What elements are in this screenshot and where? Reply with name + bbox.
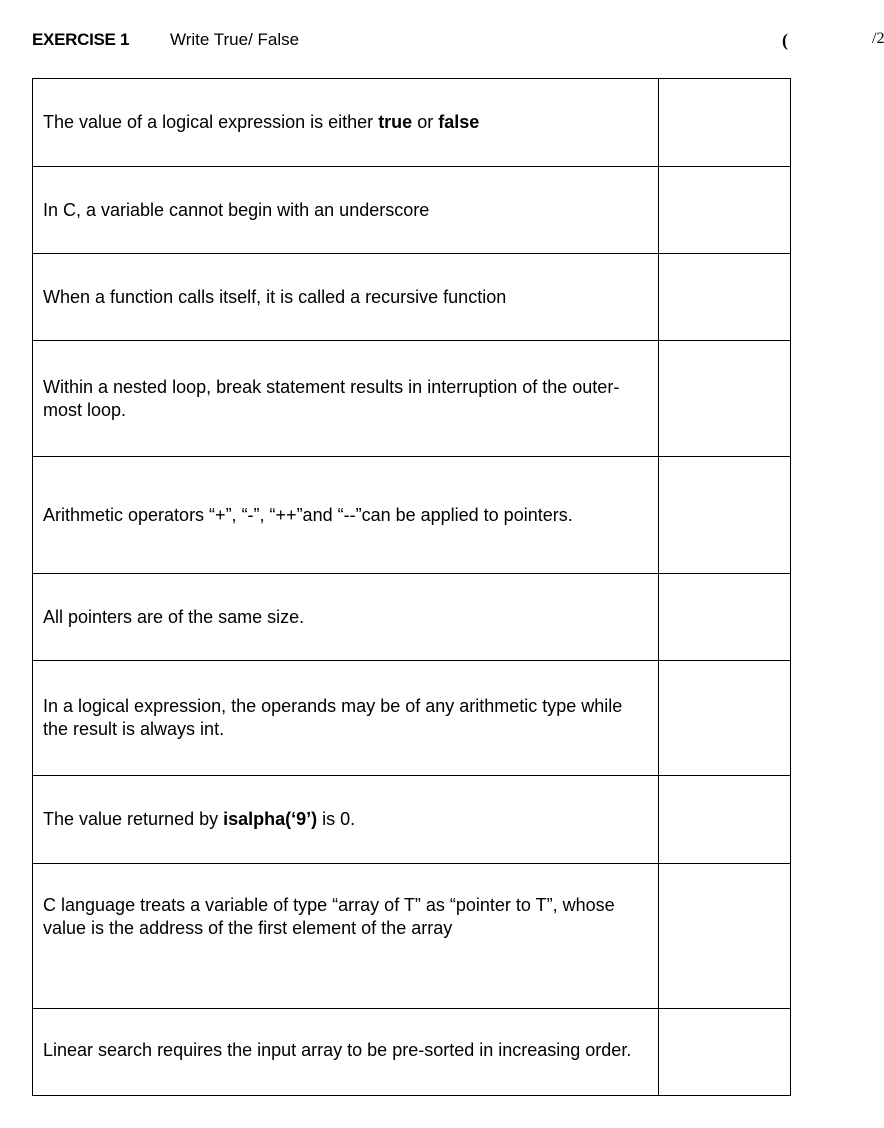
- exercise-label: EXERCISE 1: [32, 30, 130, 49]
- question-1: The value of a logical expression is either true or false: [33, 79, 659, 167]
- table-row: [33, 341, 791, 457]
- answer-cell-6[interactable]: [659, 574, 791, 661]
- answer-cell-10[interactable]: [659, 1009, 791, 1096]
- question-4: Within a nested loop, break statement results in interruption of the outer-most loop.: [33, 341, 659, 457]
- question-5: Arithmetic operators “+”, “-”, “++”and “--”can be applied to pointers.: [33, 457, 659, 574]
- answer-cell-5[interactable]: [659, 457, 791, 574]
- table-row: [33, 457, 791, 574]
- answer-cell-1[interactable]: [659, 79, 791, 167]
- question-8: The value returned by isalpha(‘9’) is 0.: [33, 776, 659, 864]
- answer-cell-8[interactable]: [659, 776, 791, 864]
- table-row: [33, 79, 791, 167]
- score-total: /2: [872, 30, 884, 47]
- question-2: In C, a variable cannot begin with an underscore: [33, 167, 659, 254]
- answer-cell-7[interactable]: [659, 661, 791, 776]
- answer-cell-3[interactable]: [659, 254, 791, 341]
- answer-cell-2[interactable]: [659, 167, 791, 254]
- question-3: When a function calls itself, it is called a recursive function: [33, 254, 659, 341]
- table-row: [33, 864, 791, 1009]
- question-10: Linear search requires the input array to be pre-sorted in increasing order.: [33, 1009, 659, 1096]
- table-row: [33, 574, 791, 661]
- table-row: [33, 167, 791, 254]
- exercise-instruction: Write True/ False: [170, 30, 300, 49]
- table-row: [33, 776, 791, 864]
- true-false-table: [32, 78, 791, 1096]
- table-row: [33, 661, 791, 776]
- question-7: In a logical expression, the operands may be of any arithmetic type while the result is always int.: [33, 661, 659, 776]
- question-6: All pointers are of the same size.: [33, 574, 659, 661]
- answer-cell-4[interactable]: [659, 341, 791, 457]
- score-open-paren: (: [782, 30, 788, 50]
- table-row: [33, 254, 791, 341]
- exercise-header: [32, 30, 884, 56]
- question-9: C language treats a variable of type “array of T” as “pointer to T”, whose value is the address of the first element of the array: [33, 864, 659, 1009]
- answer-cell-9[interactable]: [659, 864, 791, 1009]
- table-row: [33, 1009, 791, 1096]
